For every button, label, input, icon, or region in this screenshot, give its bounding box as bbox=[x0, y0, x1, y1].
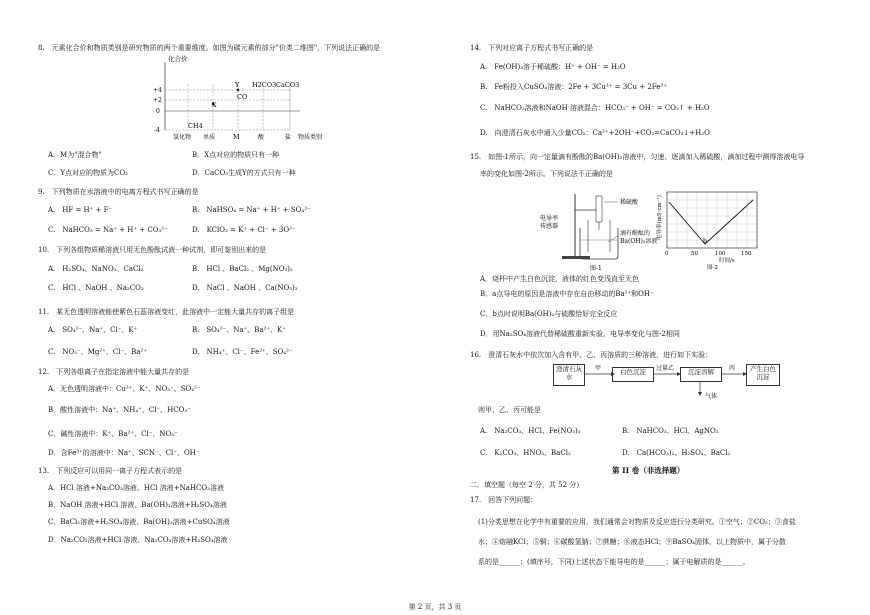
q15-fig1-sensor-label: 电导率 bbox=[540, 215, 559, 222]
q12-opt-b: B．酸性溶液中：Na⁺、NH₄⁺、Cl⁻、HCO₃⁻ bbox=[48, 406, 191, 414]
q12-stem: 12. 下列各组离子在指定溶液中能大量共存的是 bbox=[38, 368, 190, 376]
q16-opt-b: B. NaHCO₃、HCl、AgNO₃ bbox=[622, 427, 719, 435]
q15-opt-c: C．b点时说明Ba(OH)₂与硫酸恰好完全反应 bbox=[480, 310, 618, 318]
q15-fig1-sensor-label2: 传感器 bbox=[540, 223, 559, 230]
q14-opt-a: A. Fe(OH)₃溶于稀硫酸：H⁺ + OH⁻ = H₂O bbox=[480, 63, 626, 71]
q15-opt-a: A．烧杯中产生白色沉淀，液体的红色变浅直至无色 bbox=[480, 275, 640, 283]
q16-opt-a: A. Na₂CO₃、HCl、Fe(NO₃)₃ bbox=[480, 427, 581, 435]
q15-fig2-xtick-100: 100 bbox=[715, 251, 726, 257]
q10-opt-c: C. HCl 、NaOH 、Na₂CO₃ bbox=[48, 284, 144, 292]
q16-box-white-precipitate-forms: 产生白色沉淀 bbox=[746, 364, 780, 386]
q8-point-ch4: CH4 bbox=[188, 122, 203, 130]
q16-arrow-bing: 丙 bbox=[729, 365, 736, 372]
q15-fig2-xtick-50: 50 bbox=[691, 251, 698, 257]
q8-opt-a: A．M为"混合物" bbox=[48, 151, 102, 159]
q11-stem: 11. 某无色透明溶液能使紫色石蕊溶液变红，此溶液中一定能大量共存的离子组是 bbox=[38, 308, 295, 316]
q10-stem: 10. 下列各组物质稀溶液只用无色酚酞试液一种试剂，即可鉴别出来的是 bbox=[38, 246, 267, 254]
q16-after: 则甲、乙、丙可能是 bbox=[478, 406, 541, 414]
q8-point-co: CO bbox=[237, 93, 248, 101]
q15-fig1-apparatus bbox=[540, 190, 658, 272]
q17-line1: (1)分类思想在化学中有重要的应用，我们通常会对物质及反应进行分类研究。①空气；②CO₂；③食盐 bbox=[478, 518, 796, 526]
part2-heading: 第 II 卷（非选择题） bbox=[612, 466, 685, 475]
q9-opt-c: C. NaHCO₃ = Na⁺ + H⁺ + CO₃²⁻ bbox=[48, 226, 168, 234]
q17-line2: 水；④熔融KCl；⑤铜；⑥碳酸氢钠；⑦蔗糖；⑧液态HCl；⑨BaSO₄固体。以上物质中，属于分散 bbox=[478, 538, 786, 546]
q14-opt-d: D. 向澄清石灰水中通入少量CO₂：Ca²⁺+2OH⁻+CO₂=CaCO₃↓+H₂O bbox=[480, 129, 710, 137]
page-footer: 第 2 页，共 3 页 bbox=[408, 603, 462, 611]
q8-xtick-element: 单质 bbox=[203, 134, 216, 141]
q8-point-h2co3: H2CO3 bbox=[252, 81, 277, 89]
q15-fig2-caption: 图-2 bbox=[707, 265, 718, 271]
q8-point-y: Y bbox=[235, 81, 240, 89]
q13-opt-b: B．NaOH 溶液+HCl 溶液、Ba(OH)₂溶液+H₂SO₄溶液 bbox=[48, 501, 227, 509]
q11-opt-b: B. SO₄²⁻、Na⁺、Ba²⁺、K⁺ bbox=[192, 326, 286, 334]
q11-opt-c: C. NO₃⁻、Mg²⁺、Cl⁻、Ba²⁺ bbox=[48, 348, 147, 356]
q16-opt-d: D. Ca(HCO₃)₂、H₂SO₄、BaCl₂ bbox=[622, 449, 731, 457]
q8-valence-chart bbox=[140, 54, 340, 144]
q16-gas-label: 气体 bbox=[705, 393, 718, 400]
q8-stem: 8. 元素化合价和物质类别是研究物质的两个重要维度。如图为碳元素的部分"价类二维图"，下列说法正确的是 bbox=[38, 44, 381, 52]
q8-xtick-acid: 酸 bbox=[258, 134, 265, 141]
q14-opt-b: B. Fe粉投入CuSO₄溶液：2Fe + 3Cu²⁺ = 3Cu + 2Fe³⁺ bbox=[480, 83, 667, 91]
q15-fig2-point-b: b bbox=[703, 238, 707, 245]
q15-stem-line2: 率的变化如图-2所示。下列说法不正确的是 bbox=[480, 170, 613, 178]
q8-opt-c: C．Y点对应的物质为CO₂ bbox=[48, 169, 128, 177]
q9-opt-a: A. HF = H⁺ + F⁻ bbox=[48, 206, 113, 214]
q14-opt-c: C. NaHCO₃溶液和NaOH 溶液混合：HCO₃⁻ + OH⁻ = CO₂↑ + H₂O bbox=[480, 104, 710, 112]
q15-opt-d: D．用Na₂SO₄溶液代替稀硫酸重新实验，电导率变化与图-2相同 bbox=[480, 330, 680, 338]
q15-stem-line1: 15. 如图-1所示，向一定量滴有酚酞的Ba(OH)₂溶液中，匀速、逐滴加入稀硫酸，滴加过程中测得溶液电导 bbox=[470, 153, 805, 161]
q17-line3: 系的是______；(填序号，下同)上述状态下能导电的是______；属于电解质的是______。 bbox=[478, 558, 750, 566]
q10-opt-a: A. H₂SO₄、NaNO₃、CaCl₂ bbox=[48, 265, 144, 273]
q8-ytick-p4: +4 bbox=[153, 87, 162, 94]
q15-fig1-caption: 图-1 bbox=[590, 265, 602, 272]
q15-fig2-xlabel: 时间/s bbox=[719, 258, 735, 264]
q17-stem: 17. 回答下列问题： bbox=[470, 496, 538, 504]
q15-fig2-xtick-150: 150 bbox=[741, 251, 752, 257]
q10-opt-b: B. HCl 、BaCl₂ 、Mg(NO₃)₂ bbox=[192, 265, 293, 273]
q10-opt-d: D. NaCl 、NaOH 、Ca(NO₃)₂ bbox=[192, 284, 298, 292]
q8-ytick-0: 0 bbox=[156, 108, 160, 115]
q8-y-title: 化合价 bbox=[168, 55, 188, 63]
q8-x-title: 物质类别 bbox=[298, 134, 323, 141]
section-heading: 二．填空题（每空 2 分，共 52 分） bbox=[470, 481, 584, 489]
q15-fig1-solution-label2: Ba(OH)₂溶液 bbox=[620, 238, 658, 245]
q16-arrow-yi: 过量乙 bbox=[656, 365, 675, 372]
q13-stem: 13. 下列反应可以用同一离子方程式表示的是 bbox=[38, 467, 183, 475]
q9-opt-b: B. NaHSO₄ = Na⁺ + H⁺ + SO₄²⁻ bbox=[192, 206, 311, 214]
q9-stem: 9. 下列物质在水溶液中的电离方程式书写正确的是 bbox=[38, 188, 199, 196]
q8-ytick-p2: +2 bbox=[153, 97, 162, 104]
q16-box-limewater: 澄清石灰水 bbox=[553, 364, 585, 386]
q12-opt-d: D．含Fe³⁺的溶液中：Na⁺、SCN⁻、Cl⁻、OH⁻ bbox=[48, 449, 200, 457]
q15-fig1-solution-label1: 滴有酚酞的 bbox=[620, 230, 651, 237]
q15-fig2-ylabel: 电导率(mS·cm⁻¹) bbox=[657, 195, 663, 240]
q14-stem: 14. 下列对应离子方程式书写正确的是 bbox=[470, 44, 594, 52]
q9-opt-d: D. KClO₃ = K⁺ + Cl⁻ + 3O²⁻ bbox=[192, 226, 296, 234]
q16-stem: 16. 澄清石灰水中依次加入含有甲、乙、丙溶质的三种溶液，进行如下实验： bbox=[470, 351, 713, 359]
q8-xtick-salt: 盐 bbox=[285, 134, 292, 141]
q16-box-white-precipitate: 白色沉淀 bbox=[612, 367, 654, 382]
q13-opt-d: D．Na₂CO₃溶液+HCl 溶液、Na₂CO₃溶液+H₂SO₄溶液 bbox=[48, 536, 228, 544]
q8-xtick-m: M bbox=[233, 133, 240, 141]
q11-opt-a: A. SO₄²⁻、Na⁺、Cl⁻、K⁺ bbox=[48, 326, 138, 334]
q15-fig2-chart bbox=[655, 188, 765, 270]
q16-opt-c: C. K₂CO₃、HNO₃、BaCl₂ bbox=[480, 449, 571, 457]
q16-box-precipitate-dissolves: 沉淀溶解 bbox=[680, 367, 722, 382]
q15-fig1-acid-label: 稀硫酸 bbox=[620, 199, 639, 206]
q8-opt-d: D．CaCO₃生成Y的方式只有一种 bbox=[192, 169, 296, 177]
q12-opt-c: C．碱性溶液中：K⁺、Ba²⁺、Cl⁻、NO₃⁻ bbox=[48, 430, 178, 438]
q16-arrow-jia: 甲 bbox=[595, 365, 602, 372]
q8-ytick-m4: -4 bbox=[154, 127, 160, 134]
q8-point-caco3: CaCO3 bbox=[276, 81, 300, 89]
q12-opt-a: A．无色透明溶液中：Cu²⁺、K⁺、NO₃⁻、SO₄²⁻ bbox=[48, 385, 201, 393]
q16-flow-arrows bbox=[583, 360, 753, 400]
q8-opt-b: B．X点对应的物质只有一种 bbox=[192, 151, 280, 159]
q15-opt-b: B．a点导电的原因是溶液中存在自由移动的Ba²⁺和OH⁻ bbox=[480, 290, 654, 298]
q8-xtick-hydride: 氢化物 bbox=[173, 134, 192, 141]
q13-opt-c: C．BaCl₂溶液+H₂SO₄溶液、Ba(OH)₂溶液+CuSO₄溶液 bbox=[48, 518, 230, 526]
q13-opt-a: A．HCl 溶液+Na₂CO₃溶液、HCl 溶液+NaHCO₃溶液 bbox=[48, 484, 224, 492]
q11-opt-d: D. NH₄⁺、Cl⁻、Fe²⁺、SO₄²⁻ bbox=[192, 348, 293, 356]
q8-point-x: X bbox=[212, 101, 217, 109]
q15-fig2-xtick-0: 0 bbox=[665, 251, 669, 257]
